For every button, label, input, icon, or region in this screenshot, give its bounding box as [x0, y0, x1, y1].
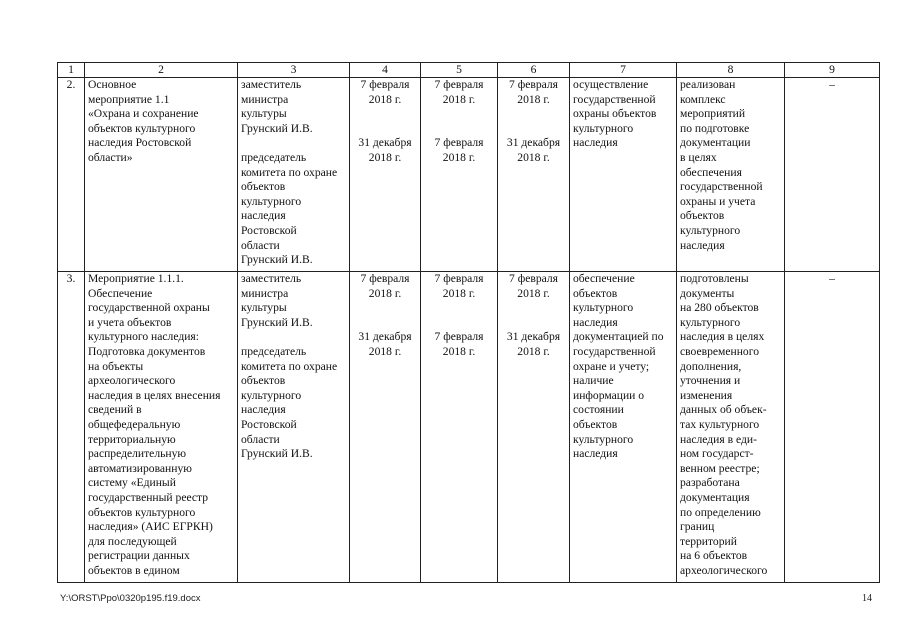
text-line: ном государст-	[680, 447, 754, 461]
text-line: Грунский И.В.	[241, 447, 313, 461]
event-name-cell	[85, 272, 238, 583]
text-line: наличие	[573, 374, 614, 388]
text-line: министра	[241, 286, 289, 300]
text-line: 2018 г.	[517, 286, 550, 300]
text-line: объектов	[241, 180, 286, 194]
text-line: осуществление	[573, 78, 649, 91]
text-line: на 6 объектов	[680, 549, 748, 563]
text-line: Ростовской	[241, 223, 297, 237]
header-cell: 3	[238, 63, 350, 78]
text-line: наследия	[573, 136, 618, 150]
text-line: комплекс	[680, 92, 726, 106]
text-line: культурного	[241, 388, 302, 402]
text-line: культурного	[680, 223, 741, 237]
text-line: распределительную	[88, 447, 187, 461]
text-line: Ростовской	[241, 417, 297, 431]
text-line: области	[241, 238, 280, 252]
date-primary	[501, 272, 566, 301]
text-line: заместитель	[241, 78, 302, 91]
text-line: культурного	[573, 121, 634, 135]
text-line: Грунский И.В.	[241, 121, 313, 135]
text-line: охране и учету;	[573, 359, 650, 373]
result-actual-cell	[677, 78, 785, 272]
text-line: на 280 объектов	[680, 301, 759, 315]
result-planned-cell	[570, 272, 677, 583]
text-line: культуры	[241, 301, 287, 315]
text-line: государственной	[680, 180, 763, 194]
text-line: разработана	[680, 476, 740, 490]
notes-cell: –	[785, 78, 880, 272]
text-line: документации	[680, 136, 751, 150]
text-line: документация	[680, 490, 750, 504]
text-line: 2018 г.	[517, 150, 550, 164]
text-line: данных об объек-	[680, 403, 767, 417]
responsible-cell	[238, 272, 350, 583]
text-line: культурного	[573, 432, 634, 446]
text-line: наследия	[573, 447, 618, 461]
text-line: «Охрана и сохранение	[88, 107, 199, 121]
document-table	[57, 62, 880, 583]
text-line: объектов	[573, 417, 618, 431]
text-line: 2018 г.	[442, 286, 476, 300]
text-line: области	[241, 432, 280, 446]
date-primary	[501, 78, 566, 107]
text-line: председатель	[241, 344, 307, 358]
text-line: наследия	[241, 403, 286, 417]
date-cell	[498, 272, 570, 583]
text-line: территориальную	[88, 432, 176, 446]
header-cell: 7	[570, 63, 677, 78]
text-line: своевременного	[680, 344, 759, 358]
text-line: объектов	[241, 374, 286, 388]
text-line: мероприятий	[680, 107, 746, 121]
text-line: председатель	[241, 150, 307, 164]
text-line: Грунский И.В.	[241, 253, 313, 267]
text-line: Основное	[88, 78, 137, 91]
text-line: 7 февраля	[434, 330, 484, 344]
text-line: сведений в	[88, 403, 142, 417]
text-line: наследия	[680, 238, 725, 252]
text-line: документацией по	[573, 330, 664, 344]
text-line: комитета по охране	[241, 359, 338, 373]
text-line: 2018 г.	[442, 92, 476, 106]
header-cell: 1	[58, 63, 85, 78]
text-line: заместитель	[241, 272, 302, 285]
row-number: 3.	[58, 272, 85, 583]
table-row	[58, 272, 880, 583]
text-line: подготовлены	[680, 272, 749, 285]
text-line: 7 февраля	[360, 272, 410, 285]
responsible-primary	[241, 78, 346, 136]
text-line: 2018 г.	[368, 344, 402, 358]
text-line: объектов	[680, 209, 725, 223]
date-secondary	[424, 330, 494, 359]
header-cell: 2	[85, 63, 238, 78]
text-line: Обеспечение	[88, 286, 153, 300]
text-line: охраны объектов	[573, 107, 657, 121]
text-line: 2018 г.	[517, 92, 550, 106]
file-path: Y:\ORST\Ppo\0320p195.f19.docx	[60, 593, 201, 604]
text-line: государственной охраны	[88, 301, 210, 315]
text-line: автоматизированную	[88, 461, 192, 475]
text-line: археологического	[680, 563, 768, 577]
text-line: систему «Единый	[88, 476, 176, 490]
text-line: на объекты	[88, 359, 144, 373]
text-line: общефедеральную	[88, 417, 181, 431]
text-line: культурного наследия:	[88, 330, 199, 344]
text-line: комитета по охране	[241, 165, 338, 179]
text-line: мероприятие 1.1	[88, 92, 170, 106]
date-cell	[350, 78, 421, 272]
text-line: 2018 г.	[517, 344, 550, 358]
text-line: 2018 г.	[368, 150, 402, 164]
date-primary	[424, 78, 494, 107]
responsible-secondary	[241, 345, 346, 462]
header-cell: 9	[785, 63, 880, 78]
text-line: культурного	[573, 301, 634, 315]
date-secondary	[501, 136, 566, 165]
text-line: объектов культурного	[88, 505, 196, 519]
text-line: государственной	[573, 92, 656, 106]
text-line: реализован	[680, 78, 736, 91]
date-secondary	[424, 136, 494, 165]
responsible-secondary	[241, 151, 346, 268]
text-line: дополнения,	[680, 359, 742, 373]
text-line: 31 декабря	[358, 136, 412, 150]
text-line: обеспечения	[680, 165, 742, 179]
text-line: по подготовке	[680, 121, 750, 135]
header-cell: 4	[350, 63, 421, 78]
text-line: изменения	[680, 388, 733, 402]
text-line: 2018 г.	[442, 344, 476, 358]
header-cell: 6	[498, 63, 570, 78]
text-line: 7 февраля	[434, 78, 484, 91]
text-line: наследия в целях	[680, 330, 765, 344]
text-line: 7 февраля	[434, 272, 484, 285]
text-line: наследия	[573, 315, 618, 329]
text-line: государственной	[573, 344, 656, 358]
page-number: 14	[862, 593, 872, 604]
text-line: Мероприятие 1.1.1.	[88, 272, 184, 285]
text-line: культурного	[241, 194, 302, 208]
text-line: 7 февраля	[434, 136, 484, 150]
responsible-cell	[238, 78, 350, 272]
text-line: 2018 г.	[442, 150, 476, 164]
text-line: по определению	[680, 505, 761, 519]
text-line: регистрации данных	[88, 549, 190, 563]
header-row	[58, 63, 880, 78]
text-line: наследия	[241, 209, 286, 223]
date-secondary	[353, 330, 417, 359]
text-line: обеспечение	[573, 272, 635, 285]
text-line: границ	[680, 520, 715, 534]
text-line: министра	[241, 92, 289, 106]
date-secondary	[353, 136, 417, 165]
date-primary	[424, 272, 494, 301]
result-actual-cell	[677, 272, 785, 583]
text-line: объектов	[573, 286, 618, 300]
text-line: и учета объектов	[88, 315, 172, 329]
text-line: наследия Ростовской	[88, 136, 192, 150]
text-line: государственный реестр	[88, 490, 209, 504]
text-line: документы	[680, 286, 735, 300]
date-primary	[353, 78, 417, 107]
text-line: 31 декабря	[506, 136, 561, 150]
result-planned-cell	[570, 78, 677, 272]
row-number: 2.	[58, 78, 85, 272]
header-cell: 5	[421, 63, 498, 78]
text-line: объектов в едином	[88, 563, 180, 577]
text-line: области»	[88, 150, 133, 164]
header-cell: 8	[677, 63, 785, 78]
text-line: тах культурного	[680, 417, 760, 431]
text-line: 7 февраля	[360, 78, 410, 91]
text-line: наследия» (АИС ЕГРКН)	[88, 520, 213, 534]
event-name-cell	[85, 78, 238, 272]
text-line: уточнения и	[680, 374, 741, 388]
text-line: 2018 г.	[368, 92, 402, 106]
text-line: Подготовка документов	[88, 344, 206, 358]
date-secondary	[501, 330, 566, 359]
date-cell	[421, 78, 498, 272]
text-line: 31 декабря	[506, 330, 561, 344]
text-line: состоянии	[573, 403, 624, 417]
text-line: 7 февраля	[509, 78, 558, 91]
date-cell	[350, 272, 421, 583]
table-row	[58, 78, 880, 272]
text-line: культурного	[680, 315, 741, 329]
text-line: 2018 г.	[368, 286, 402, 300]
responsible-primary	[241, 272, 346, 330]
text-line: наследия в еди-	[680, 432, 757, 446]
text-line: охраны и учета	[680, 194, 756, 208]
text-line: объектов культурного	[88, 121, 196, 135]
text-line: 31 декабря	[358, 330, 412, 344]
notes-cell: –	[785, 272, 880, 583]
date-primary	[353, 272, 417, 301]
text-line: для последующей	[88, 534, 177, 548]
text-line: информации о	[573, 388, 645, 402]
text-line: территорий	[680, 534, 737, 548]
text-line: археологического	[88, 374, 176, 388]
date-cell	[421, 272, 498, 583]
text-line: венном реестре;	[680, 461, 760, 475]
text-line: культуры	[241, 107, 287, 121]
text-line: Грунский И.В.	[241, 315, 313, 329]
text-line: 7 февраля	[509, 272, 558, 285]
text-line: в целях	[680, 150, 717, 164]
date-cell	[498, 78, 570, 272]
text-line: наследия в целях внесения	[88, 388, 221, 402]
